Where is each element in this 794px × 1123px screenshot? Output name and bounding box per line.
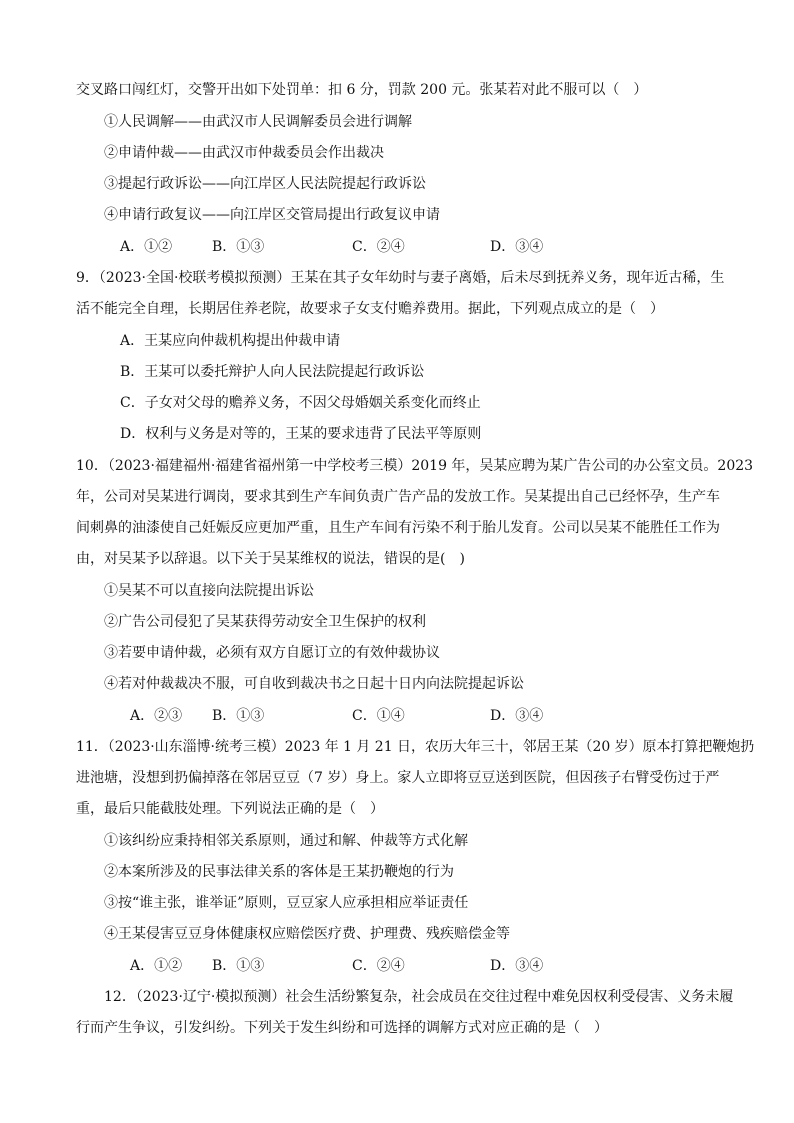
q11-option-a: A．①② <box>130 958 183 974</box>
q8-stem-line: 交叉路口闯红灯，交警开出如下处罚单：扣 6 分，罚款 200 元。张某若对此不服可以（ ） <box>76 82 648 98</box>
q10-item-4: ④若对仲裁裁决不服，可自收到裁决书之日起十日内向法院提起诉讼 <box>104 676 524 692</box>
q8-item-2: ②申请仲裁——由武汉市仲裁委员会作出裁决 <box>104 145 384 161</box>
q11-options <box>120 956 720 976</box>
q8-item-4: ④申请行政复议——向江岸区交管局提出行政复议申请 <box>104 207 440 223</box>
q11-item-3: ③按“谁主张，谁举证”原则，豆豆家人应承担相应举证责任 <box>104 895 469 911</box>
q8-option-a: A．①② <box>120 239 173 255</box>
q10-stem-line-1: 10．（2023·福建福州·福建省福州第一中学校考三模）2019 年，吴某应聘为某广告公司的办公室文员。2023 <box>76 458 754 474</box>
q10-option-b: B．①③ <box>212 708 265 724</box>
q10-option-c: C．①④ <box>352 708 405 724</box>
q10-option-a: A．②③ <box>130 708 183 724</box>
q8-item-3: ③提起行政诉讼——向江岸区人民法院提起行政诉讼 <box>104 176 426 192</box>
q10-item-2: ②广告公司侵犯了吴某获得劳动安全卫生保护的权利 <box>104 614 426 630</box>
q11-option-c: C．②④ <box>352 958 405 974</box>
q8-option-b: B．①③ <box>212 239 265 255</box>
q8-item-1: ①人民调解——由武汉市人民调解委员会进行调解 <box>104 114 412 130</box>
q8-options <box>120 237 720 257</box>
q12-stem-line-2: 行而产生争议，引发纠纷。下列关于发生纠纷和可选择的调解方式对应正确的是（ ） <box>76 1020 608 1036</box>
q11-stem-line-1: 11．（2023·山东淄博·统考三模）2023 年 1 月 21 日，农历大年三十，邻居王某（20 岁）原本打算把鞭炮扔 <box>76 739 755 755</box>
q12-stem-line-1: 12．（2023·辽宁·模拟预测）社会生活纷繁复杂，社会成员在交往过程中难免因权利受侵害、义务未履 <box>104 989 734 1005</box>
q11-option-b: B．①③ <box>212 958 265 974</box>
q9-stem-line-2: 活不能完全自理，长期居住养老院，故要求子女支付赡养费用。据此，下列观点成立的是（ ） <box>76 301 664 317</box>
q8-option-c: C．②④ <box>352 239 405 255</box>
q8-option-d: D．③④ <box>490 239 544 255</box>
q10-stem-line-3: 间刺鼻的油漆使自己妊娠反应更加严重，且生产车间有污染不利于胎儿发育。公司以吴某不能胜任工作为 <box>76 520 720 536</box>
q11-item-2: ②本案所涉及的民事法律关系的客体是王某扔鞭炮的行为 <box>104 864 454 880</box>
q10-item-1: ①吴某不可以直接向法院提出诉讼 <box>104 583 314 599</box>
q9-choice-d: D．权利与义务是对等的，王某的要求违背了民法平等原则 <box>120 426 482 442</box>
q10-item-3: ③若要申请仲裁，必须有双方自愿订立的有效仲裁协议 <box>104 645 440 661</box>
q11-item-4: ④王某侵害豆豆身体健康权应赔偿医疗费、护理费、残疾赔偿金等 <box>104 926 510 942</box>
q10-option-d: D．③④ <box>490 708 544 724</box>
q11-item-1: ①该纠纷应秉持相邻关系原则，通过和解、仲裁等方式化解 <box>104 833 468 849</box>
q9-choice-c: C．子女对父母的赡养义务，不因父母婚姻关系变化而终止 <box>120 395 481 411</box>
q11-option-d: D．③④ <box>490 958 544 974</box>
q9-choice-b: B．王某可以委托辩护人向人民法院提起行政诉讼 <box>120 364 425 380</box>
q11-stem-line-3: 重，最后只能截肢处理。下列说法正确的是（ ） <box>76 801 384 817</box>
q10-options <box>120 706 720 726</box>
q10-stem-line-2: 年，公司对吴某进行调岗，要求其到生产车间负责广告产品的发放工作。吴某提出自己已经怀孕，生产车 <box>76 489 720 505</box>
q10-stem-line-4: 由，对吴某予以辞退。以下关于吴某维权的说法，错误的是( ) <box>76 551 465 567</box>
q9-stem-line-1: 9．（2023·全国·校联考模拟预测）王某在其子女年幼时与妻子离婚，后未尽到抚养义务，现年近古稀，生 <box>76 270 725 286</box>
q11-stem-line-2: 进池塘，没想到扔偏掉落在邻居豆豆（7 岁）身上。家人立即将豆豆送到医院，但因孩子右臂受伤过于严 <box>76 770 720 786</box>
q9-choice-a: A．王某应向仲裁机构提出仲裁申请 <box>120 333 341 349</box>
